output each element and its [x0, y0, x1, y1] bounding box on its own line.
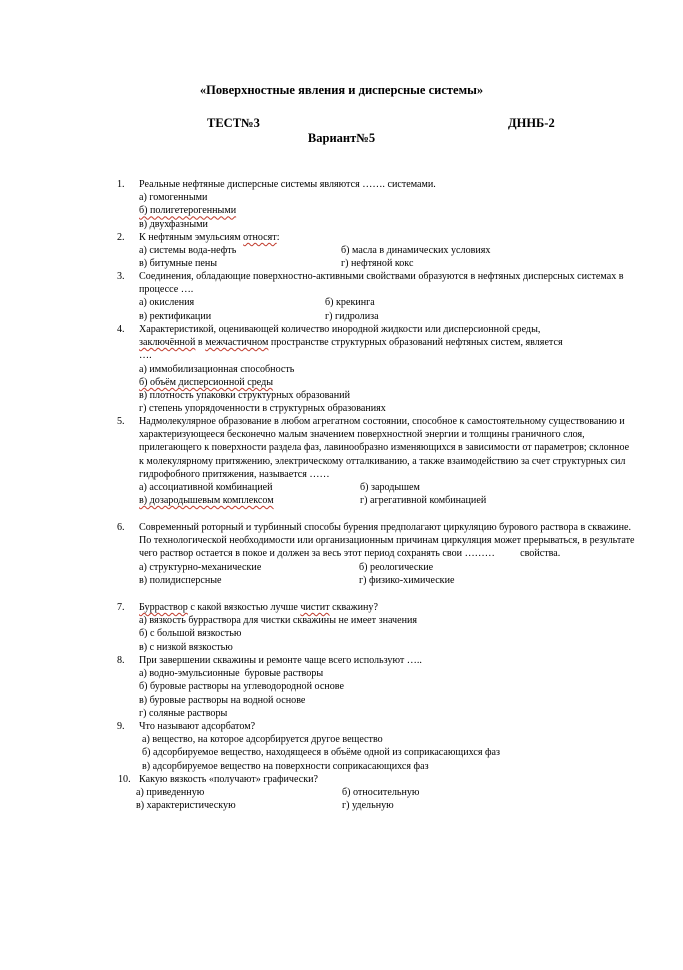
answer-option: в) полидисперсные — [139, 574, 222, 586]
question-text: Что называют адсорбатом? — [139, 721, 256, 732]
answer-option: б) объём дисперсионной среды — [139, 376, 274, 388]
question-text: При завершении скважины и ремонте чаще всего используют ….. — [139, 655, 422, 666]
answer-option: а) иммобилизационная способность — [139, 363, 295, 375]
answer-option: б) масла в динамических условиях — [341, 245, 491, 257]
answer-option: б) адсорбируемое вещество, находящееся в объёме одной из соприкасающихся фаз — [142, 747, 501, 759]
document-title: «Поверхностные явления и дисперсные системы» — [199, 83, 484, 97]
question-text: Реальные нефтяные дисперсные системы являются ……. системами. — [139, 179, 436, 190]
answer-option: в) двухфазными — [139, 218, 208, 230]
answer-option: г) соляные растворы — [139, 707, 228, 719]
answer-option: г) гидролиза — [325, 310, 379, 322]
question-number: 7. — [117, 602, 125, 613]
answer-option: в) адсорбируемое вещество на поверхности соприкасающихся фаз — [142, 760, 429, 772]
answer-option: а) приведенную — [136, 787, 205, 799]
question-text: Характеристикой, оценивающей количество инородной жидкости или дисперсионной среды, заключённой в межчастичном пространстве структурных образований нефтяных систем, является …. — [139, 324, 563, 362]
question-text: К нефтяным эмульсиям относят: — [139, 232, 280, 243]
question-text: Бурраствор с какой вязкостью лучше чистит скважину? — [139, 602, 378, 613]
question-number: 6. — [117, 522, 125, 533]
answer-option: б) буровые растворы на углеводородной основе — [139, 681, 344, 693]
answer-option: г) нефтяной кокс — [341, 258, 414, 270]
variant-number: Вариант№5 — [307, 131, 376, 145]
answer-option: а) вязкость бурраствора для чистки скважины не имеет значения — [139, 615, 418, 627]
question-number: 2. — [117, 232, 125, 243]
question-number: 4. — [117, 324, 125, 335]
answer-option: б) с большой вязкостью — [139, 628, 242, 640]
answer-option: б) относительную — [342, 787, 420, 799]
question-number: 9. — [117, 721, 125, 732]
group-code: ДННБ-2 — [508, 116, 555, 130]
question-text: Современный роторный и турбинный способы бурения предполагают циркуляцию бурового раствора в скважине. По технологической необходимости или организационным причинам циркуляция может прерываться, в результате чего раствор остается в покое и должен за весь этот период сохранять свои ……… свойства. — [139, 522, 638, 560]
answer-option: в) дозародышевым комплексом — [139, 495, 274, 507]
answer-option: в) характеристическую — [136, 800, 236, 812]
answer-option: в) ректификации — [139, 310, 212, 322]
answer-option: в) битумные пены — [139, 258, 218, 270]
question-number: 10. — [118, 774, 131, 785]
question-number: 5. — [117, 416, 125, 427]
answer-option: а) гомогенными — [139, 192, 208, 204]
answer-option: а) водно-эмульсионные буровые растворы — [139, 668, 324, 680]
answer-option: г) физико-химические — [359, 574, 455, 586]
answer-option: а) системы вода-нефть — [139, 245, 237, 257]
answer-option: б) крекинга — [325, 297, 375, 309]
question-text: Соединения, обладающие поверхностно-активными свойствами образуются в нефтяных дисперсных системах в процессе …. — [139, 271, 624, 296]
test-number: ТЕСТ№3 — [207, 116, 260, 130]
question-text: Какую вязкость «получают» графически? — [139, 774, 318, 785]
answer-option: б) полигетерогенными — [139, 205, 237, 217]
answer-option: а) структурно-механические — [139, 561, 262, 573]
answer-option: а) ассоциативной комбинацией — [139, 482, 273, 494]
answer-option: г) степень упорядоченности в структурных образованиях — [139, 403, 386, 415]
question-number: 1. — [117, 179, 125, 190]
question-number: 3. — [117, 271, 125, 282]
answer-option: г) агрегативной комбинацией — [360, 495, 487, 507]
question-number: 8. — [117, 655, 125, 666]
answer-option: б) реологические — [359, 561, 434, 573]
answer-option: в) с низкой вязкостью — [139, 641, 233, 653]
answer-option: в) буровые растворы на водной основе — [139, 694, 306, 706]
answer-option: г) удельную — [342, 800, 394, 812]
question-text: Надмолекулярное образование в любом агрегатном состоянии, способное к самостоятельному существованию и характеризующееся бесконечно малым значением поверхностной энергии и толщины граничного слоя, прилегающего к поверхности раздела фаз, лавинообразно изменяющихся в зависимости от параметров; склонное к молекулярному притяжению, электрическому отталкиванию, а также взаимодействию за счет структурных сил гидрофобного притяжения, называется …… — [139, 416, 630, 480]
answer-option: в) плотность упаковки структурных образований — [139, 390, 350, 402]
answer-option: б) зародышем — [360, 482, 420, 494]
answer-option: а) окисления — [139, 297, 195, 309]
answer-option: а) вещество, на которое адсорбируется другое вещество — [142, 734, 383, 746]
